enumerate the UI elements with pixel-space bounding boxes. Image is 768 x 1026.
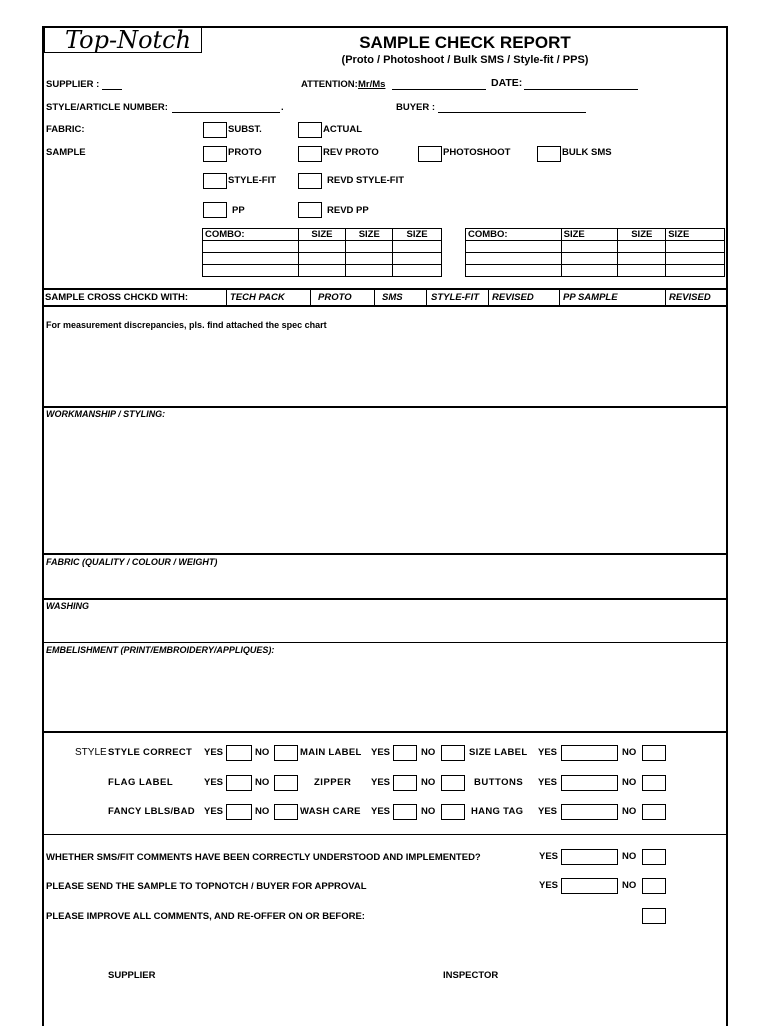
no-label: NO — [622, 747, 637, 758]
bulk-sms-label: BULK SMS — [562, 147, 612, 158]
table-cell[interactable] — [203, 265, 299, 277]
table-cell[interactable] — [393, 241, 442, 253]
yes-label: YES — [371, 777, 391, 788]
actual-label: ACTUAL — [323, 124, 363, 135]
size-label-yes-box[interactable] — [561, 745, 618, 761]
flag-label-no-box[interactable] — [274, 775, 298, 791]
style-fit-label: STYLE-FIT — [228, 175, 277, 186]
wash-care-no-box[interactable] — [441, 804, 465, 820]
cross-check-revised-2[interactable]: REVISED — [665, 290, 726, 305]
size-header: SIZE — [393, 229, 442, 241]
divider — [42, 406, 726, 408]
subst-checkbox[interactable] — [203, 122, 227, 138]
inspector-signature-label: INSPECTOR — [443, 970, 499, 981]
question-reoffer: PLEASE IMPROVE ALL COMMENTS, AND RE-OFFER ON OR BEFORE: — [46, 911, 365, 922]
table-cell[interactable] — [346, 253, 393, 265]
table-cell[interactable] — [298, 253, 346, 265]
table-cell[interactable] — [346, 265, 393, 277]
style-number-field[interactable] — [172, 112, 280, 113]
no-label: NO — [421, 777, 436, 788]
actual-checkbox[interactable] — [298, 122, 322, 138]
wash-care-label: WASH CARE — [300, 806, 361, 817]
table-cell[interactable] — [346, 241, 393, 253]
cross-check-tech-pack[interactable]: TECH PACK — [226, 290, 310, 305]
combo-table-left — [202, 228, 442, 277]
bulk-sms-checkbox[interactable] — [537, 146, 561, 162]
rev-proto-label: REV PROTO — [323, 147, 379, 158]
combo-table-right — [465, 228, 725, 277]
proto-label: PROTO — [228, 147, 262, 158]
table-cell[interactable] — [203, 241, 299, 253]
main-label-label: MAIN LABEL — [300, 747, 362, 758]
revd-style-fit-checkbox[interactable] — [298, 173, 322, 189]
table-cell[interactable] — [618, 265, 666, 277]
top-notch-logo: Top-Notch — [44, 27, 202, 53]
table-cell[interactable] — [298, 265, 346, 277]
yes-label: YES — [204, 747, 224, 758]
yes-label: YES — [371, 806, 391, 817]
table-cell[interactable] — [666, 241, 725, 253]
washing-heading: WASHING — [46, 601, 90, 611]
no-label: NO — [622, 777, 637, 788]
buttons-label: BUTTONS — [474, 777, 524, 788]
revd-pp-label: REVD PP — [327, 205, 369, 216]
zipper-label: ZIPPER — [314, 777, 352, 788]
comments-understood-no-box[interactable] — [642, 849, 666, 865]
report-subtitle: (Proto / Photoshoot / Bulk SMS / Style-fit / PPS) — [341, 54, 589, 66]
table-cell[interactable] — [666, 253, 725, 265]
cross-check-pp-sample[interactable]: PP SAMPLE — [559, 290, 665, 305]
table-cell[interactable] — [393, 253, 442, 265]
size-header: SIZE — [561, 229, 618, 241]
measurement-note: For measurement discrepancies, pls. find attached the spec chart — [46, 320, 327, 330]
combo-header: COMBO: — [203, 229, 299, 241]
size-label-label: SIZE LABEL — [469, 747, 528, 758]
no-label: NO — [421, 806, 436, 817]
supplier-label: SUPPLIER : — [46, 79, 100, 90]
photoshoot-label: PHOTOSHOOT — [443, 147, 511, 158]
table-cell[interactable] — [618, 253, 666, 265]
fancy-labels-label: FANCY LBLS/BAD — [108, 806, 195, 817]
date-label: DATE: — [491, 77, 523, 89]
cross-check-row — [42, 288, 726, 307]
cross-check-proto[interactable]: PROTO — [310, 290, 374, 305]
table-cell[interactable] — [561, 253, 618, 265]
no-label: NO — [622, 851, 637, 862]
zipper-no-box[interactable] — [441, 775, 465, 791]
main-label-no-box[interactable] — [441, 745, 465, 761]
yes-label: YES — [539, 851, 559, 862]
yes-label: YES — [538, 777, 558, 788]
attention-label: ATTENTION: — [301, 79, 358, 90]
size-header: SIZE — [618, 229, 666, 241]
size-header: SIZE — [666, 229, 725, 241]
send-sample-no-box[interactable] — [642, 878, 666, 894]
table-cell[interactable] — [466, 253, 562, 265]
send-sample-yes-box[interactable] — [561, 878, 618, 894]
table-cell[interactable] — [561, 265, 618, 277]
flag-label-yes-box[interactable] — [226, 775, 252, 791]
yes-label: YES — [538, 806, 558, 817]
supplier-field[interactable] — [102, 89, 122, 90]
proto-checkbox[interactable] — [203, 146, 227, 162]
table-cell[interactable] — [203, 253, 299, 265]
hang-tag-yes-box[interactable] — [561, 804, 618, 820]
table-cell[interactable] — [666, 265, 725, 277]
date-field[interactable] — [524, 89, 638, 90]
size-header: SIZE — [346, 229, 393, 241]
report-title: SAMPLE CHECK REPORT — [359, 33, 571, 52]
rev-proto-checkbox[interactable] — [298, 146, 322, 162]
zipper-yes-box[interactable] — [393, 775, 417, 791]
style-fit-checkbox[interactable] — [203, 173, 227, 189]
table-cell[interactable] — [393, 265, 442, 277]
size-header: SIZE — [298, 229, 346, 241]
cross-check-revised[interactable]: REVISED — [488, 290, 559, 305]
buyer-label: BUYER : — [396, 102, 436, 113]
cross-check-label: SAMPLE CROSS CHCKD WITH: — [45, 292, 189, 303]
flag-label-label: FLAG LABEL — [108, 777, 174, 788]
cross-check-sms[interactable]: SMS — [374, 290, 426, 305]
table-cell[interactable] — [561, 241, 618, 253]
revd-style-fit-label: REVD STYLE-FIT — [327, 175, 405, 186]
buttons-yes-box[interactable] — [561, 775, 618, 791]
no-label: NO — [255, 806, 270, 817]
combo-header: COMBO: — [466, 229, 562, 241]
yes-label: YES — [371, 747, 391, 758]
reoffer-date-box[interactable] — [642, 908, 666, 924]
attention-field[interactable] — [392, 89, 486, 90]
divider — [42, 834, 726, 835]
main-label-yes-box[interactable] — [393, 745, 417, 761]
question-comments-understood: WHETHER SMS/FIT COMMENTS HAVE BEEN CORRECTLY UNDERSTOOD AND IMPLEMENTED? — [46, 852, 481, 863]
embellishment-heading: EMBELISHMENT (PRINT/EMBROIDERY/APPLIQUES): — [46, 645, 275, 655]
divider — [42, 642, 726, 643]
table-cell[interactable] — [618, 241, 666, 253]
divider — [42, 553, 726, 555]
cross-check-style-fit[interactable]: STYLE-FIT — [426, 290, 488, 305]
fancy-labels-no-box[interactable] — [274, 804, 298, 820]
style-correct-no-box[interactable] — [274, 745, 298, 761]
fabric-quality-heading: FABRIC (QUALITY / COLOUR / WEIGHT) — [46, 557, 218, 567]
fancy-labels-yes-box[interactable] — [226, 804, 252, 820]
sample-label: SAMPLE — [46, 147, 86, 158]
style-number-end: . — [281, 102, 284, 113]
no-label: NO — [421, 747, 436, 758]
table-cell[interactable] — [466, 241, 562, 253]
divider — [42, 731, 726, 733]
size-label-no-box[interactable] — [642, 745, 666, 761]
fabric-label: FABRIC: — [46, 124, 85, 135]
yes-label: YES — [204, 806, 224, 817]
yes-label: YES — [204, 777, 224, 788]
no-label: NO — [622, 880, 637, 891]
revd-pp-checkbox[interactable] — [298, 202, 322, 218]
table-cell[interactable] — [298, 241, 346, 253]
divider — [42, 598, 726, 600]
pp-label: PP — [232, 205, 245, 216]
comments-understood-yes-box[interactable] — [561, 849, 618, 865]
buttons-no-box[interactable] — [642, 775, 666, 791]
question-send-sample: PLEASE SEND THE SAMPLE TO TOPNOTCH / BUYER FOR APPROVAL — [46, 881, 367, 892]
yes-label: YES — [538, 747, 558, 758]
style-correct-yes-box[interactable] — [226, 745, 252, 761]
supplier-signature-label: SUPPLIER — [108, 970, 156, 981]
buyer-field[interactable] — [438, 112, 586, 113]
attention-value: Mr/Ms — [358, 79, 386, 90]
no-label: NO — [622, 806, 637, 817]
style-number-label: STYLE/ARTICLE NUMBER: — [46, 102, 168, 113]
hang-tag-no-box[interactable] — [642, 804, 666, 820]
style-correct-label: STYLE CORRECT — [108, 747, 193, 758]
checklist-prefix: STYLE — [75, 747, 107, 758]
no-label: NO — [255, 747, 270, 758]
hang-tag-label: HANG TAG — [471, 806, 524, 817]
workmanship-heading: WORKMANSHIP / STYLING: — [46, 409, 166, 419]
yes-label: YES — [539, 880, 559, 891]
pp-checkbox[interactable] — [203, 202, 227, 218]
photoshoot-checkbox[interactable] — [418, 146, 442, 162]
wash-care-yes-box[interactable] — [393, 804, 417, 820]
no-label: NO — [255, 777, 270, 788]
subst-label: SUBST. — [228, 124, 262, 135]
table-cell[interactable] — [466, 265, 562, 277]
